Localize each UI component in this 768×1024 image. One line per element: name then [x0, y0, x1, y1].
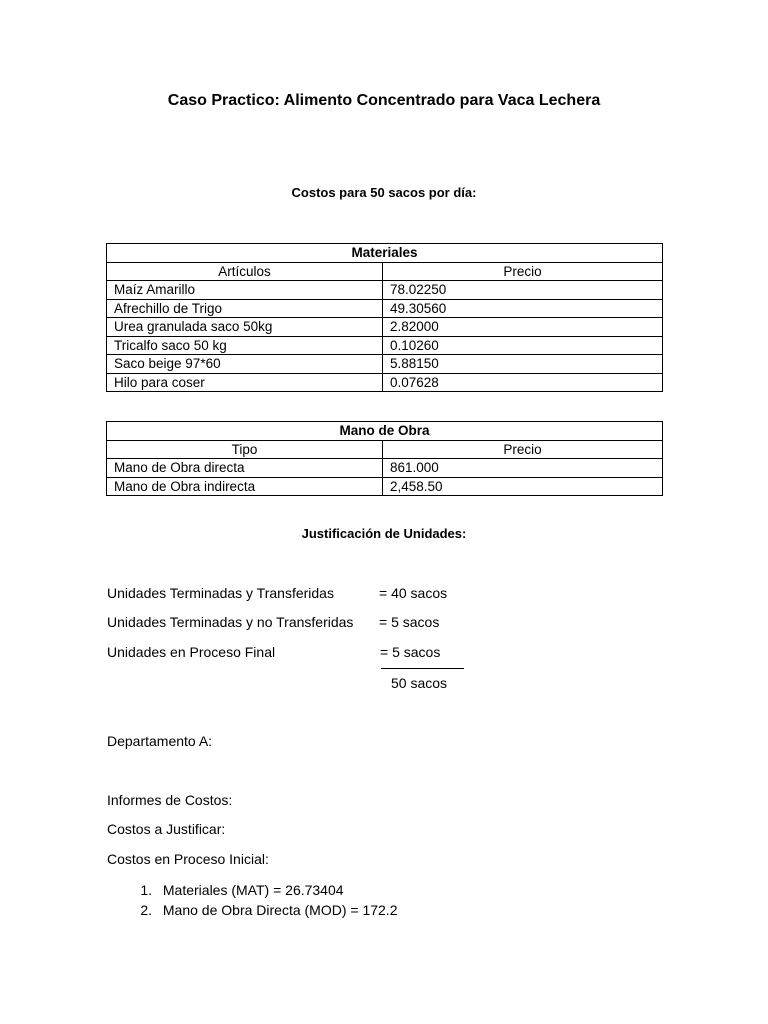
sum-rule [381, 668, 464, 669]
table-row [107, 355, 663, 374]
item-name: Mano de Obra indirecta [107, 477, 383, 496]
unidades-label: Unidades Terminadas y Transferidas [107, 585, 334, 601]
unidades-label: Unidades Terminadas y no Transferidas [107, 614, 354, 630]
column-header-precio: Precio [383, 440, 663, 459]
item-price: 2,458.50 [383, 477, 663, 496]
table-row [107, 336, 663, 355]
list-text: Mano de Obra Directa (MOD) = 172.2 [162, 902, 398, 918]
column-header-tipo: Tipo [107, 440, 383, 459]
item-name: Tricalfo saco 50 kg [107, 336, 383, 355]
unidades-value: = 5 sacos [379, 614, 440, 630]
list-item [107, 900, 398, 920]
item-price: 49.30560 [383, 299, 663, 318]
table-row [107, 459, 663, 478]
informes-label: Informes de Costos: [107, 792, 233, 808]
column-header-precio: Precio [383, 262, 663, 281]
unidades-value: = 40 sacos [379, 585, 448, 601]
item-name: Mano de Obra directa [107, 459, 383, 478]
item-name: Urea granulada saco 50kg [107, 318, 383, 337]
costos-justificar-label: Costos a Justificar: [107, 821, 226, 837]
table-header-row [107, 440, 663, 459]
item-name: Saco beige 97*60 [107, 355, 383, 374]
mano-de-obra-caption: Mano de Obra [107, 422, 663, 441]
item-name: Hilo para coser [107, 373, 383, 392]
mano-de-obra-table [106, 421, 663, 496]
item-price: 861.000 [383, 459, 663, 478]
column-header-articulos: Artículos [107, 262, 383, 281]
item-price: 0.10260 [383, 336, 663, 355]
materiales-table [106, 243, 663, 392]
item-price: 78.02250 [383, 281, 663, 300]
list-item [107, 880, 398, 900]
unidades-total: 50 sacos [391, 675, 448, 691]
list-number: 2. [140, 902, 152, 918]
materiales-caption: Materiales [107, 244, 663, 263]
item-price: 5.88150 [383, 355, 663, 374]
list-number: 1. [140, 882, 152, 898]
table-caption-row [107, 244, 663, 263]
table-row [107, 318, 663, 337]
list-text: Materiales (MAT) = 26.73404 [162, 882, 344, 898]
costos-heading: Costos para 50 sacos por día: [291, 185, 477, 200]
document-title: Caso Practico: Alimento Concentrado para Vaca Lechera [167, 92, 601, 109]
item-name: Maíz Amarillo [107, 281, 383, 300]
table-caption-row [107, 422, 663, 441]
item-name: Afrechillo de Trigo [107, 299, 383, 318]
table-row [107, 299, 663, 318]
item-price: 0.07628 [383, 373, 663, 392]
table-header-row [107, 262, 663, 281]
table-row [107, 373, 663, 392]
costos-proceso-inicial-label: Costos en Proceso Inicial: [107, 851, 269, 867]
table-row [107, 477, 663, 496]
unidades-label: Unidades en Proceso Final [107, 644, 276, 660]
unidades-value: = 5 sacos [380, 644, 441, 660]
table-row [107, 281, 663, 300]
item-price: 2.82000 [383, 318, 663, 337]
justificacion-heading: Justificación de Unidades: [301, 526, 467, 541]
departamento-label: Departamento A: [107, 733, 213, 749]
costos-list [107, 880, 398, 920]
